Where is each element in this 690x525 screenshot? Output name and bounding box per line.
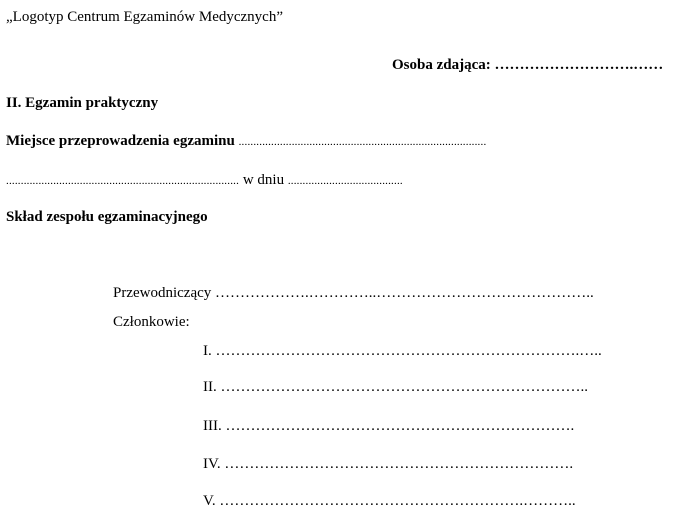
member-dots: ………………………………………………………………..	[220, 379, 588, 395]
place-label: Miejsce przeprowadzenia egzaminu	[6, 133, 235, 149]
logo-placeholder: „Logotyp Centrum Egzaminów Medycznych”	[6, 9, 284, 25]
member-row	[203, 492, 576, 510]
member-row	[203, 378, 588, 396]
member-number: II.	[203, 379, 217, 395]
committee-title: Skład zespołu egzaminacyjnego	[6, 209, 208, 225]
place-dots: ....................................................................................	[238, 136, 487, 148]
candidate-dots: ……………………….……	[494, 57, 664, 73]
chair-label: Przewodniczący	[113, 285, 212, 301]
member-row	[203, 342, 602, 360]
member-number: III.	[203, 418, 222, 434]
date-label: w dniu	[242, 172, 285, 188]
member-dots: …………………………………………………….………..	[219, 493, 576, 509]
candidate-label: Osoba zdająca:	[392, 57, 491, 73]
member-row	[203, 455, 573, 473]
members-label: Członkowie:	[113, 314, 190, 330]
member-dots: …………………………………………………………….	[224, 456, 574, 472]
member-number: I.	[203, 343, 212, 359]
chair-dots: ……………….…………..……………………………………..	[215, 285, 594, 301]
chair-line	[113, 284, 594, 302]
member-row	[203, 417, 574, 435]
candidate-line	[392, 56, 663, 74]
place-line	[6, 132, 486, 151]
section-title: II. Egzamin praktyczny	[6, 95, 159, 111]
place-dots-continued: ...............................................................................	[6, 175, 240, 187]
member-dots: ……………………………………………………………….…..	[215, 343, 602, 359]
member-number: IV.	[203, 456, 221, 472]
member-number: V.	[203, 493, 216, 509]
member-dots: …………………………………………………………….	[225, 418, 575, 434]
date-dots: .......................................	[287, 175, 403, 187]
date-line	[6, 171, 403, 190]
